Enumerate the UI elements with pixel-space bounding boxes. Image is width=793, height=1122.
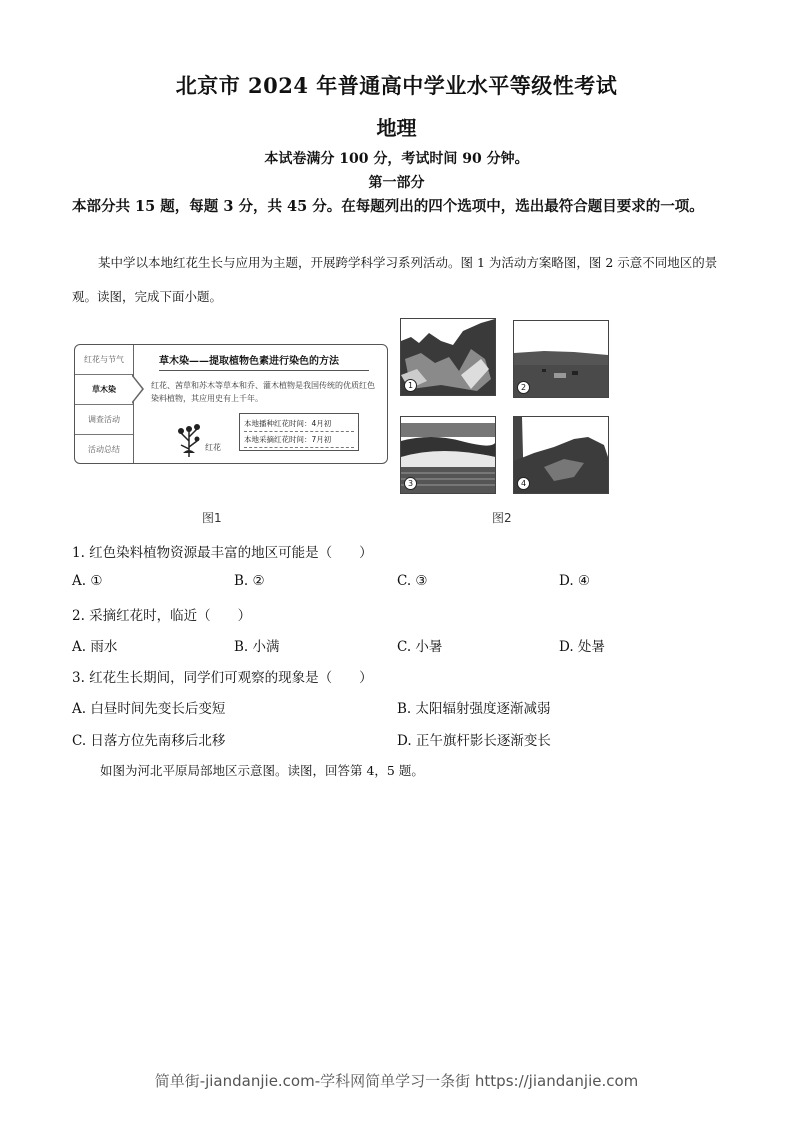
planting-dates-box [239, 413, 359, 451]
question-1-option-c[interactable]: C. ③ [397, 573, 428, 589]
question-2-option-c[interactable]: C. 小暑 [397, 639, 443, 655]
photo-mountain-gorge [400, 318, 496, 396]
question-2-stem: 2. 采摘红花时，临近（ ） [72, 608, 252, 624]
part-heading: 第一部分 [368, 175, 425, 191]
intro-paragraph: 某中学以本地红花生长与应用为主题，开展跨学科学习系列活动。图 1 为活动方案略图，图 2 示意不同地区的景观。读图，完成下面小题。 [72, 255, 718, 304]
safflower-icon [175, 417, 203, 457]
tab-pointer-icon [132, 374, 144, 404]
question-1-stem: 1. 红色染料植物资源最丰富的地区可能是（ ） [72, 545, 373, 561]
figure-1-tabs [75, 345, 134, 463]
question-3-stem: 3. 红花生长期间，同学们可观察的现象是（ ） [72, 670, 373, 686]
figure-1-tab: 活动总结 [88, 445, 120, 454]
photo-desert-dunes [400, 416, 496, 494]
footer-watermark: 简单街-jiandanjie.com-学科网简单学习一条街 https://jiandanjie.com [154, 1072, 639, 1090]
photo-number: 4 [517, 477, 530, 490]
question-3-option-d[interactable]: D. 正午旗杆影长逐渐变长 [397, 733, 551, 749]
question-1-option-a[interactable]: A. ① [72, 573, 103, 589]
question-3-option-a[interactable]: A. 白昼时间先变长后变短 [72, 701, 226, 717]
figure-1-tab: 红花与节气 [75, 345, 133, 375]
figure-1-tab-active: 草木染 [75, 375, 133, 405]
planting-date: 本地播种红花时间：4月初 [244, 416, 354, 432]
figure-1 [74, 344, 388, 464]
photo-number: 2 [517, 381, 530, 394]
question-1-option-d[interactable]: D. ④ [559, 573, 591, 589]
exam-title: 北京市 2024 年普通高中学业水平等级性考试 [175, 73, 618, 98]
photo-number: 3 [404, 477, 417, 490]
exam-meta: 本试卷满分 100 分，考试时间 90 分钟。 [264, 151, 529, 167]
figure-1-tab: 调查活动 [75, 405, 133, 435]
question-3-option-b[interactable]: B. 太阳辐射强度逐渐减弱 [397, 701, 551, 717]
photo-grassland [513, 320, 609, 398]
next-section-intro: 如图为河北平原局部地区示意图。读图，回答第 4，5 题。 [100, 763, 424, 778]
figure-1-heading: 草木染——提取植物色素进行染色的方法 [159, 352, 369, 371]
harvest-date: 本地采摘红花时间：7月初 [244, 432, 354, 448]
figure-1-description: 红花、茜草和苏木等草本和乔、灌木植物是我国传统的优质红色染料植物，其应用史有上千年。 [151, 381, 375, 403]
figure-2-caption: 图2 [492, 511, 512, 525]
subject-title: 地理 [376, 116, 417, 140]
photo-forest-hill [513, 416, 609, 494]
question-3-option-c[interactable]: C. 日落方位先南移后北移 [72, 733, 226, 749]
photo-number: 1 [404, 379, 417, 392]
question-1-option-b[interactable]: B. ② [234, 573, 265, 589]
question-2-option-a[interactable]: A. 雨水 [72, 639, 118, 655]
question-2-option-d[interactable]: D. 处暑 [559, 639, 605, 655]
question-2-option-b[interactable]: B. 小满 [234, 639, 280, 655]
part-instructions: 本部分共 15 题，每题 3 分，共 45 分。在每题列出的四个选项中，选出最符合题目要求的一项。 [72, 198, 704, 215]
figure-1-caption: 图1 [202, 511, 222, 525]
flower-label: 红花 [205, 443, 221, 452]
